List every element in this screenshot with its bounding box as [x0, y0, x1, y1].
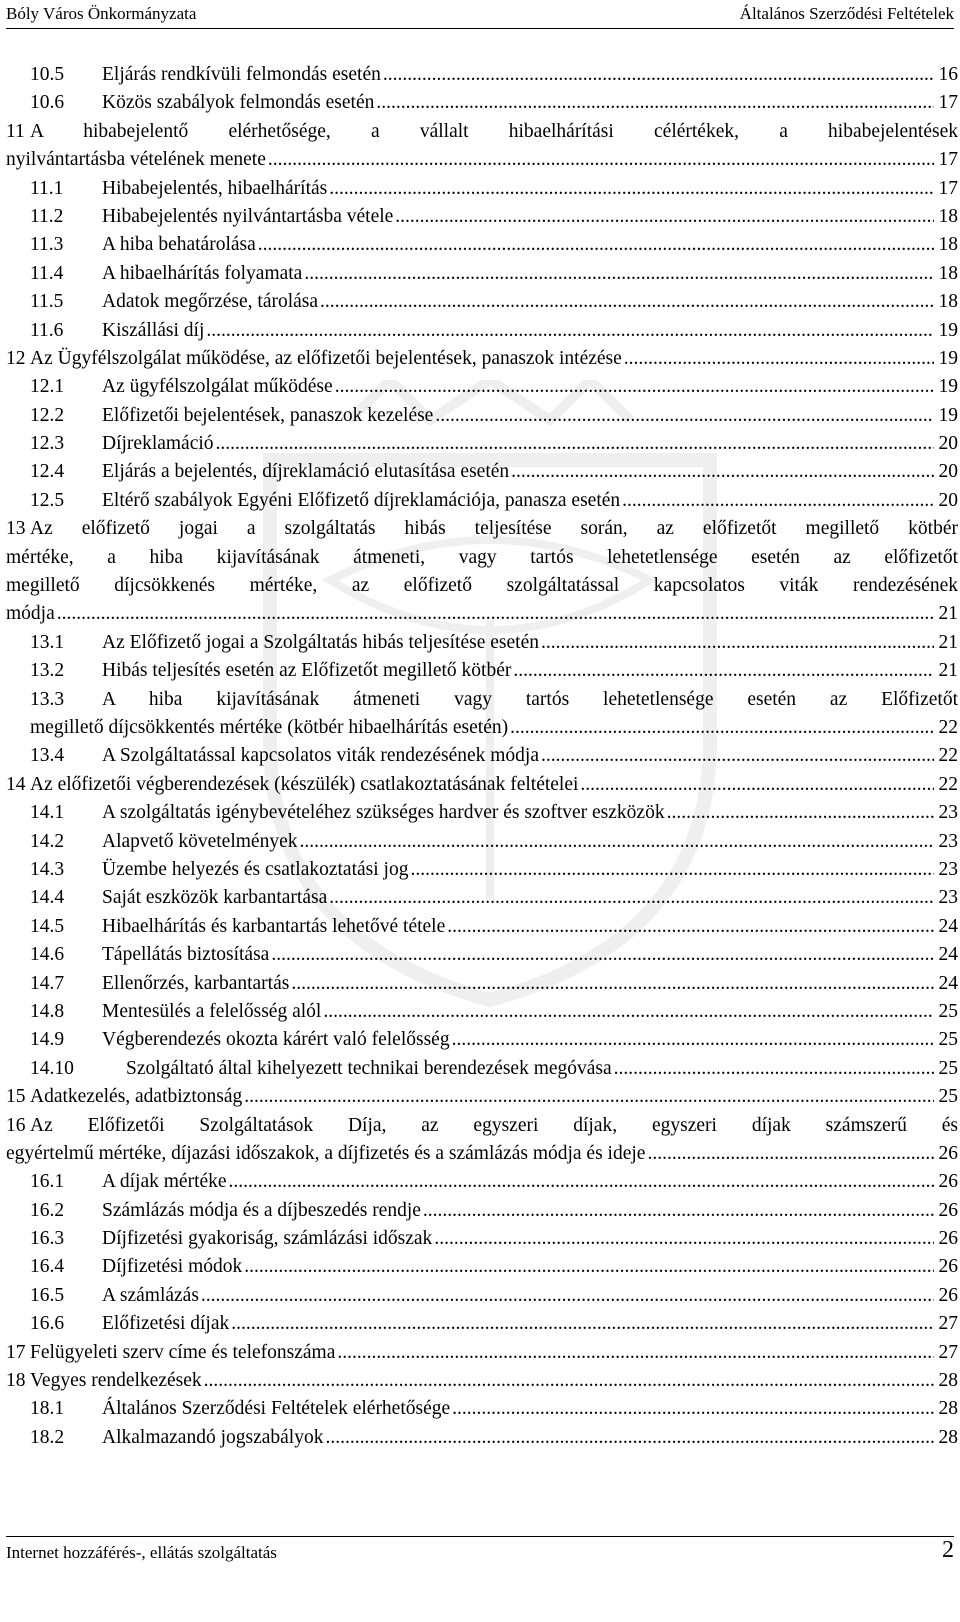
toc-number: 14.5 [30, 915, 65, 937]
toc-page-number: 26 [938, 1256, 958, 1278]
toc-title-line: Az Előfizetői Szolgáltatások Díja, az egyszeri díjak, egyszeri díjak számszerű és [30, 1114, 958, 1136]
toc-number: 18.1 [30, 1398, 65, 1420]
toc-leader-dots [452, 1026, 934, 1054]
toc-leader-dots [216, 430, 934, 458]
toc-number: 14.3 [30, 858, 65, 880]
toc-number: 14 [6, 773, 26, 795]
page-header [6, 2, 954, 29]
toc-page-number: 24 [938, 944, 958, 966]
toc-entry[interactable] [6, 373, 958, 401]
toc-page-number: 17 [938, 92, 958, 114]
toc-title: Felügyeleti szerv címe és telefonszáma [30, 1341, 336, 1363]
toc-number: 14.6 [30, 944, 65, 966]
toc-page-number: 26 [938, 1284, 958, 1306]
toc-number: 16.5 [30, 1284, 65, 1306]
toc-page-number: 26 [938, 1199, 958, 1221]
toc-number: 12 [6, 347, 26, 369]
toc-entry[interactable] [6, 1339, 958, 1367]
toc-title: Üzembe helyezés és csatlakoztatási jog [102, 858, 409, 880]
toc-title: Az Előfizető jogai a Szolgáltatás hibás teljesítése esetén [102, 631, 539, 653]
toc-leader-dots [511, 458, 934, 486]
toc-number: 13.1 [30, 631, 65, 653]
toc-number: 11.4 [30, 262, 64, 284]
toc-entry[interactable] [6, 1367, 958, 1395]
toc-page-number: 28 [938, 1370, 958, 1392]
toc-page-number: 19 [938, 347, 958, 369]
toc-page-number: 25 [938, 1086, 958, 1108]
toc-entry[interactable] [6, 1026, 958, 1054]
toc-title-line: módja [6, 603, 55, 625]
toc-page-number: 23 [938, 802, 958, 824]
toc-leader-dots [304, 260, 934, 288]
toc-entry[interactable] [6, 1197, 958, 1225]
toc-title: Tápellátás biztosítása [102, 944, 270, 966]
toc-leader-dots [268, 146, 934, 174]
toc-page-number: 25 [938, 1057, 958, 1079]
toc-page-number: 20 [938, 489, 958, 511]
toc-leader-dots [329, 175, 934, 203]
toc-title: Az előfizetői végberendezések (készülék) csatlakoztatásának feltételei [30, 773, 579, 795]
toc-title: Alapvető követelmények [102, 830, 298, 852]
toc-page-number: 26 [938, 1228, 958, 1250]
footer-service-name: Internet hozzáférés-, ellátás szolgáltatás [6, 1543, 277, 1562]
toc-number: 18 [6, 1370, 26, 1392]
toc-page-number: 23 [938, 858, 958, 880]
header-document-title: Általános Szerződési Feltételek [739, 4, 954, 23]
toc-title: A hibaelhárítás folyamata [102, 262, 303, 284]
toc-number: 11.6 [30, 319, 64, 341]
toc-entry[interactable] [6, 1424, 958, 1452]
toc-leader-dots [201, 1282, 934, 1310]
toc-number: 14.4 [30, 887, 65, 909]
toc-page-number: 21 [938, 660, 958, 682]
toc-number: 13.2 [30, 660, 65, 682]
toc-entry[interactable] [6, 487, 958, 515]
toc-leader-dots [423, 1197, 934, 1225]
toc-leader-dots [395, 203, 934, 231]
toc-page-number: 18 [938, 291, 958, 313]
toc-title: Általános Szerződési Feltételek elérhetősége [102, 1398, 451, 1420]
toc-page-number: 24 [938, 972, 958, 994]
toc-number: 12.5 [30, 489, 65, 511]
toc-leader-dots [410, 856, 934, 884]
toc-page-number: 22 [938, 773, 958, 795]
toc-title: Díjreklamáció [102, 433, 214, 455]
toc-entry[interactable] [6, 742, 958, 770]
toc-title: Mentesülés a felelősség alól [102, 1000, 322, 1022]
toc-page-number: 17 [938, 177, 958, 199]
toc-page-number: 19 [938, 376, 958, 398]
toc-number: 17 [6, 1341, 26, 1363]
toc-title: Közös szabályok felmondás esetén [102, 92, 375, 114]
toc-entry[interactable] [6, 175, 958, 203]
toc-title: Kiszállási díj [102, 319, 205, 341]
toc-entry[interactable] [6, 1310, 958, 1338]
toc-entry[interactable] [6, 856, 958, 884]
toc-entry[interactable] [6, 1168, 958, 1196]
toc-number: 13 [6, 518, 26, 540]
toc-leader-dots [325, 1424, 934, 1452]
toc-title: Díjfizetési gyakoriság, számlázási időszak [102, 1228, 433, 1250]
toc-page-number: 27 [938, 1313, 958, 1335]
toc-title-line: nyilvántartásba vételének menete [6, 149, 266, 171]
toc-page-number: 22 [938, 745, 958, 767]
toc-leader-dots [335, 373, 934, 401]
toc-number: 14.1 [30, 802, 65, 824]
toc-entry[interactable] [6, 686, 958, 743]
toc-entry[interactable] [6, 1055, 958, 1083]
toc-number: 13.4 [30, 745, 65, 767]
toc-entry[interactable] [6, 515, 958, 629]
toc-title-line: megillető díjcsökkentés mértéke (kötbér hibaelhárítás esetén) [30, 717, 509, 739]
toc-leader-dots [291, 970, 934, 998]
toc-leader-dots [229, 1168, 934, 1196]
toc-number: 16 [6, 1114, 26, 1136]
toc-page-number: 18 [938, 262, 958, 284]
toc-number: 12.1 [30, 376, 65, 398]
toc-title: Díjfizetési módok [102, 1256, 243, 1278]
toc-entry[interactable] [6, 799, 958, 827]
toc-number: 18.2 [30, 1426, 65, 1448]
toc-entry[interactable] [6, 317, 958, 345]
toc-title: Hibás teljesítés esetén az Előfizetőt megillető kötbér [102, 660, 512, 682]
toc-page-number: 20 [938, 433, 958, 455]
toc-title: A számlázás [102, 1284, 199, 1306]
toc-title: Adatok megőrzése, tárolása [102, 291, 319, 313]
toc-number: 16.1 [30, 1171, 65, 1193]
footer-page-number: 2 [942, 1537, 954, 1563]
toc-title: Számlázás módja és a díjbeszedés rendje [102, 1199, 421, 1221]
toc-leader-dots [244, 1253, 934, 1281]
toc-number: 12.2 [30, 404, 65, 426]
toc-number: 11.3 [30, 234, 64, 256]
toc-entry[interactable] [6, 1225, 958, 1253]
toc-entry[interactable] [6, 970, 958, 998]
toc-entry[interactable] [6, 1395, 958, 1423]
toc-page-number: 18 [938, 234, 958, 256]
toc-leader-dots [614, 1055, 934, 1083]
toc-page-number: 25 [938, 1000, 958, 1022]
toc-title: Az ügyfélszolgálat működése [102, 376, 333, 398]
toc-page-number: 21 [938, 631, 958, 653]
toc-title: Saját eszközök karbantartása [102, 887, 328, 909]
toc-number: 10.5 [30, 63, 65, 85]
toc-leader-dots [337, 1339, 934, 1367]
toc-leader-dots [541, 629, 934, 657]
toc-page-number: 20 [938, 461, 958, 483]
toc-entry[interactable] [6, 288, 958, 316]
toc-leader-dots [57, 600, 934, 628]
toc-number: 14.2 [30, 830, 65, 852]
toc-title-line: mértéke, a hiba kijavításának átmeneti, vagy tartós lehetetlensége esetén az előfizetőt [6, 546, 958, 568]
toc-page-number: 25 [938, 1029, 958, 1051]
toc-leader-dots [647, 1140, 934, 1168]
toc-page-number: 18 [938, 205, 958, 227]
toc-entry[interactable] [6, 203, 958, 231]
toc-leader-dots [231, 1310, 934, 1338]
toc-entry[interactable] [6, 884, 958, 912]
toc-number: 12.3 [30, 433, 65, 455]
toc-entry[interactable] [6, 1112, 958, 1169]
toc-page-number: 21 [938, 603, 958, 625]
toc-entry[interactable] [6, 458, 958, 486]
toc-leader-dots [206, 317, 934, 345]
toc-leader-dots [541, 742, 934, 770]
toc-leader-dots [323, 998, 934, 1026]
toc-entry[interactable] [6, 657, 958, 685]
toc-leader-dots [510, 714, 934, 742]
toc-entry[interactable] [6, 402, 958, 430]
toc-page-number: 23 [938, 887, 958, 909]
toc-number: 13.3 [30, 688, 65, 710]
toc-leader-dots [299, 828, 934, 856]
toc-title: Szolgáltató által kihelyezett technikai berendezések megóvása [126, 1057, 612, 1079]
toc-title: Az Ügyfélszolgálat működése, az előfizetői bejelentések, panaszok intézése [30, 347, 622, 369]
toc-number: 16.6 [30, 1313, 65, 1335]
toc-title: Hibabejelentés, hibaelhárítás [102, 177, 328, 199]
toc-title: Hibabejelentés nyilvántartásba vétele [102, 205, 394, 227]
toc-entry[interactable] [6, 231, 958, 259]
toc-leader-dots [580, 771, 934, 799]
toc-title: Vegyes rendelkezések [30, 1370, 202, 1392]
toc-title-line: A hiba kijavításának átmeneti vagy tartós lehetetlensége esetén az Előfizetőt [102, 688, 958, 710]
toc-leader-dots [204, 1367, 934, 1395]
toc-page-number: 19 [938, 404, 958, 426]
toc-number: 14.8 [30, 1000, 65, 1022]
toc-number: 14.7 [30, 972, 65, 994]
toc-leader-dots [271, 941, 934, 969]
toc-title: Eljárás rendkívüli felmondás esetén [102, 63, 381, 85]
toc-entry[interactable] [6, 89, 958, 117]
toc-page-number: 22 [938, 717, 958, 739]
toc-number: 15 [6, 1086, 26, 1108]
toc-title: A díjak mértéke [102, 1171, 227, 1193]
toc-entry[interactable] [6, 118, 958, 175]
toc-number: 11.2 [30, 205, 64, 227]
toc-leader-dots [329, 884, 934, 912]
toc-number: 14.9 [30, 1029, 65, 1051]
toc-leader-dots [320, 288, 934, 316]
toc-entry[interactable] [6, 61, 958, 89]
toc-entry[interactable] [6, 941, 958, 969]
toc-title: A szolgáltatás igénybevételéhez szükséges hardver és szoftver eszközök [102, 802, 665, 824]
toc-title: A Szolgáltatással kapcsolatos viták rendezésének módja [102, 745, 539, 767]
toc-entry[interactable] [6, 1282, 958, 1310]
toc-page-number: 27 [938, 1341, 958, 1363]
toc-title: Hibaelhárítás és karbantartás lehetővé tétele [102, 915, 446, 937]
toc-leader-dots [435, 402, 934, 430]
toc-leader-dots [622, 487, 934, 515]
toc-entry[interactable] [6, 629, 958, 657]
toc-leader-dots [434, 1225, 934, 1253]
toc-page-number: 26 [938, 1142, 958, 1164]
table-of-contents [6, 61, 958, 1452]
toc-entry[interactable] [6, 998, 958, 1026]
toc-entry[interactable] [6, 345, 958, 373]
toc-title: Alkalmazandó jogszabályok [102, 1426, 324, 1448]
toc-page-number: 23 [938, 830, 958, 852]
toc-leader-dots [513, 657, 934, 685]
toc-entry[interactable] [6, 771, 958, 799]
toc-page-number: 28 [938, 1398, 958, 1420]
toc-number: 14.10 [30, 1057, 74, 1079]
toc-title: A hiba behatárolása [102, 234, 256, 256]
toc-title: Előfizetési díjak [102, 1313, 230, 1335]
toc-title-line: Az előfizető jogai a szolgáltatás hibás teljesítése során, az előfizetőt megillető kötbér [30, 518, 958, 540]
toc-leader-dots [244, 1083, 934, 1111]
toc-number: 16.2 [30, 1199, 65, 1221]
toc-leader-dots [624, 345, 934, 373]
toc-entry[interactable] [6, 1083, 958, 1111]
toc-entry[interactable] [6, 828, 958, 856]
toc-title: Ellenőrzés, karbantartás [102, 972, 290, 994]
toc-entry[interactable] [6, 913, 958, 941]
toc-title: Eltérő szabályok Egyéni Előfizető díjreklamációja, panasza esetén [102, 489, 621, 511]
toc-leader-dots [452, 1395, 934, 1423]
toc-entry[interactable] [6, 430, 958, 458]
toc-number: 16.3 [30, 1228, 65, 1250]
toc-title: Előfizetői bejelentések, panaszok kezelése [102, 404, 434, 426]
toc-page-number: 28 [938, 1426, 958, 1448]
toc-entry[interactable] [6, 260, 958, 288]
toc-title-line: megillető díjcsökkenés mértéke, az előfizető szolgáltatással kapcsolatos viták rendezésének [6, 575, 958, 597]
toc-page-number: 19 [938, 319, 958, 341]
toc-number: 10.6 [30, 92, 65, 114]
toc-leader-dots [447, 913, 934, 941]
toc-leader-dots [667, 799, 934, 827]
header-organization: Bóly Város Önkormányzata [6, 4, 197, 23]
toc-number: 16.4 [30, 1256, 65, 1278]
toc-number: 12.4 [30, 461, 65, 483]
toc-entry[interactable] [6, 1253, 958, 1281]
toc-page-number: 16 [938, 63, 958, 85]
toc-title: Eljárás a bejelentés, díjreklamáció elutasítása esetén [102, 461, 510, 483]
toc-number: 11.1 [30, 177, 64, 199]
page-footer [6, 1536, 954, 1577]
toc-number: 11.5 [30, 291, 64, 313]
toc-page-number: 24 [938, 915, 958, 937]
toc-title: Adatkezelés, adatbiztonság [30, 1086, 243, 1108]
toc-title: Végberendezés okozta kárért való felelősség [102, 1029, 450, 1051]
toc-leader-dots [258, 231, 934, 259]
toc-title-line: egyértelmű mértéke, díjazási időszakok, a díjfizetés és a számlázás módja és ideje [6, 1142, 646, 1164]
toc-number: 11 [6, 120, 25, 142]
toc-page-number: 26 [938, 1171, 958, 1193]
toc-leader-dots [383, 61, 934, 89]
toc-leader-dots [376, 89, 934, 117]
toc-title-line: A hibabejelentő elérhetősége, a vállalt hibaelhárítási célértékek, a hibabejelentések [30, 120, 958, 142]
toc-page-number: 17 [938, 149, 958, 171]
